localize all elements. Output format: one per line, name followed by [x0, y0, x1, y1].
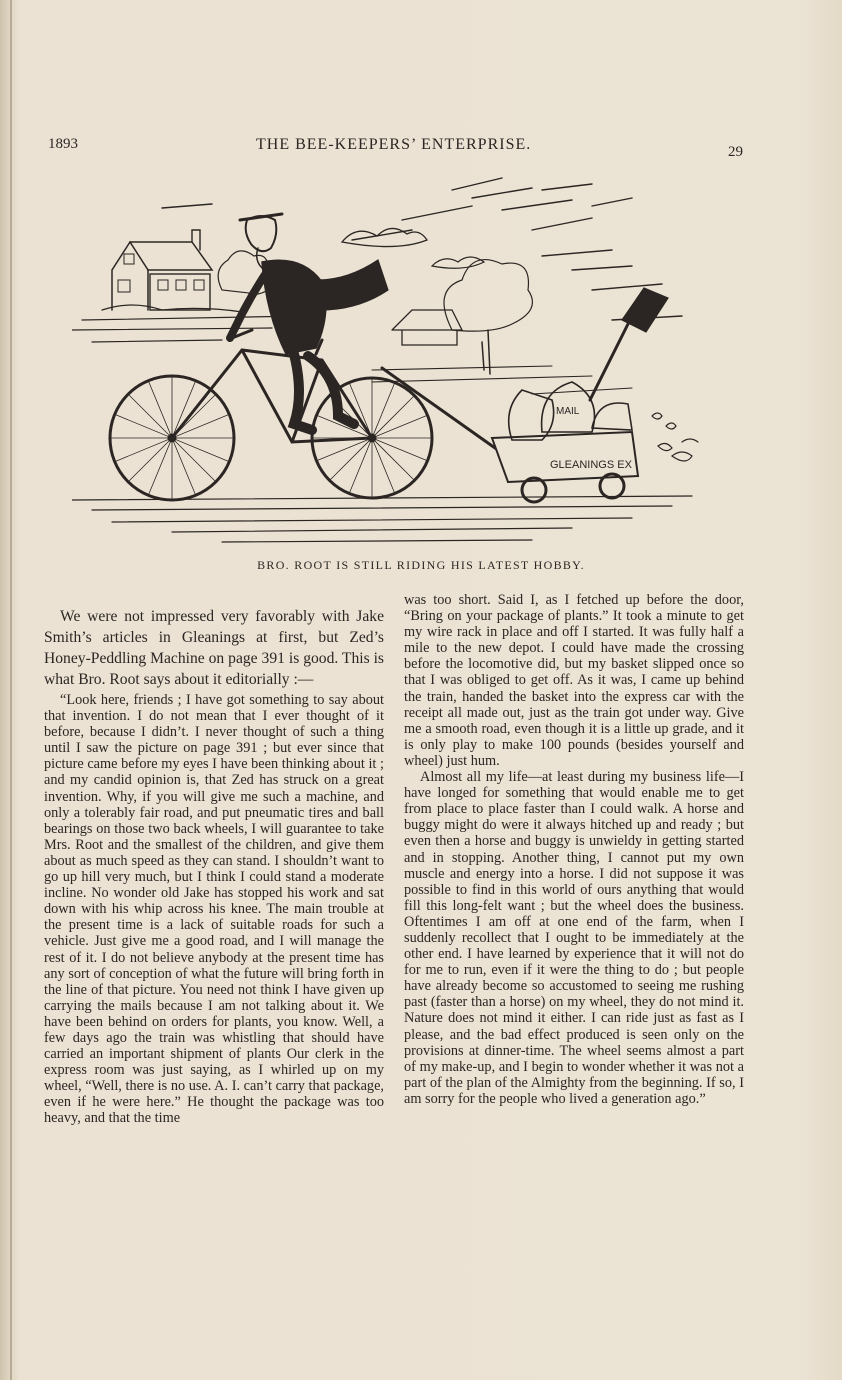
right-paragraph-2: Almost all my life—at least during my business life—I have longed for something that would enable me to get from place to place faster than I could walk. A horse and buggy might do were it always hitched up and ready ; but even then a horse and buggy is unwieldy in getting started and in stopping. Another thing, I cannot put my own muscle and energy into a horse. I did not suppose it was possible to find in this world of ours anything that would fill this long-felt want ; but the wheel does the business. Oftentimes I am off at one end of the farm, when I suddenly recollect that I ought to be immediately at the other end. I have learned by experience that it will not do for me to run, even if it were the thing to do ; but people have already become so accustomed to seeing me rushing past (faster than a horse) on my wheel, they do not mind it. Nature does not mind it either. I can ride just as fast as I please, and the bad effect produced is seen only on the provisions at dinner-time. The wheel seems almost a part of my make-up, and I begin to wonder whether it was not a part of the plan of the Almighty from the beginning. If so, I am sorry for the people who lived a generation ago.”: [404, 769, 744, 1107]
left-paragraph-1: We were not impressed very favorably with Jake Smith’s articles in Gleanings at first, but Zed’s Honey-Peddling Machine on page 391 is good. This is what Bro. Root says about it editorially :—: [44, 608, 384, 688]
right-paragraph-1: was too short. Said I, as I fetched up before the door, “Bring on your package of plants.” It took a minute to get my wire rack in place and off I started. It was fully half a mile to the new depot. I could have made the crossing before the locomotive did, but my basket slipped once so that I was obliged to get off. As it was, I came up behind the train, handed the basket into the express car with the receipt all made out, just as the train got under way. Give me a smooth road, even though it is a little up grade, and it is only play to make 100 pounds (besides yourself and wheel) just hum.: [404, 592, 744, 769]
wagon-label: GLEANINGS EX: [550, 459, 632, 471]
right-column: [404, 592, 744, 1107]
mail-bag-label: MAIL: [556, 406, 580, 417]
running-header: [0, 136, 842, 166]
page-number: 29: [728, 144, 743, 160]
header-title: THE BEE-KEEPERS’ ENTERPRISE.: [256, 136, 532, 153]
illustration-caption: BRO. ROOT IS STILL RIDING HIS LATEST HOBBY.: [257, 558, 585, 572]
cyclist-with-cart-illustration: [72, 170, 722, 550]
left-column: [44, 592, 384, 1127]
binding-edge: [10, 0, 12, 1380]
left-paragraph-2: “Look here, friends ; I have got something to say about that invention. I do not mean that I ever thought of it before, because I didn’t. I never thought of such a thing until I saw the picture on page 391 ; but ever since that picture came before my eyes I have been thinking about it ; and my candid opinion is, that Zed has struck on a great invention. Why, if you will give me such a machine, and only a tolerably fair road, and put pneumatic tires and ball bearings on those two back wheels, I will guarantee to take Mrs. Root and the smallest of the children, and give them about as much speed as they can stand. I shouldn’t want to go up hill very much, but I think I could stand a moderate incline. No wonder old Jake has stopped his work and sat down with his whip across his knee. The main trouble at the present time is a lack of suitable roads for such a vehicle. Just give me a good road, and I will manage the rest of it. I do not believe anybody at the present time has any sort of conception of what the future will bring forth in the line of that picture. You need not think I have given up carrying the mails because I am not talking about it. We have been behind on orders for plants, you know. Well, a few days ago the train was whistling that should have carried an important shipment of plants Our clerk in the express room was just saying, as I whirled up on my wheel, “Well, there is no use. A. I. can’t carry that package, even if he were here.” He thought the package was too heavy, and that the time: [44, 692, 384, 1127]
header-year: 1893: [48, 136, 78, 152]
